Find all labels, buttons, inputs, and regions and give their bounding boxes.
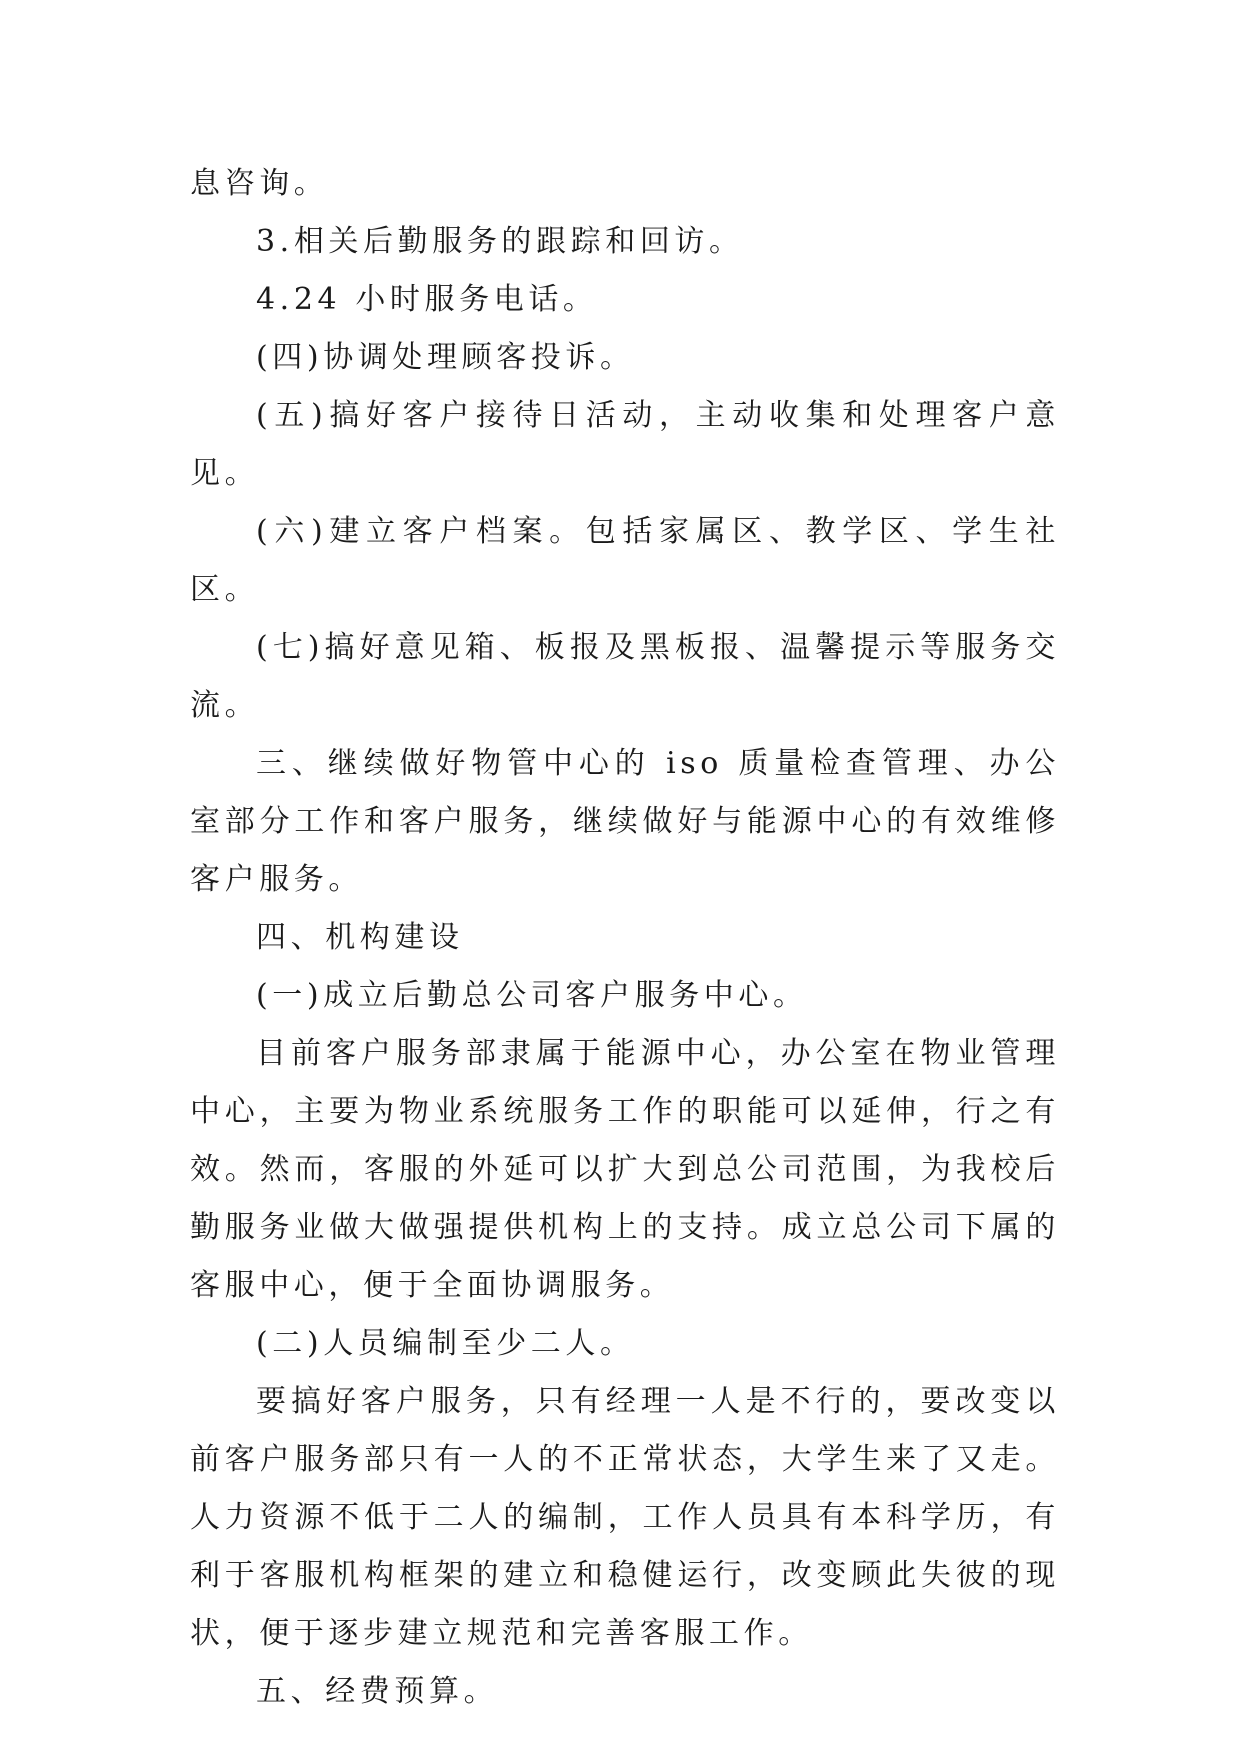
paragraph-heading-4: 四、机构建设 xyxy=(256,920,464,955)
paragraph-item-4: 4.24 小时服务电话。 xyxy=(256,282,598,317)
paragraph-heading-3: 三、继续做好物管中心的 iso 质量检查管理、办公室部分工作和客户服务，继续做好与能源中心的有效维修客户服务。 xyxy=(190,746,1060,897)
paragraph-section-5: (五)搞好客户接待日活动，主动收集和处理客户意见。 xyxy=(190,398,1060,491)
paragraph-heading-5: 五、经费预算。 xyxy=(256,1674,499,1709)
paragraph-subheading-2: (二)人员编制至少二人。 xyxy=(256,1326,635,1361)
paragraph-subheading-1: (一)成立后勤总公司客户服务中心。 xyxy=(256,978,808,1013)
paragraph-section-4: (四)协调处理顾客投诉。 xyxy=(256,340,635,375)
paragraph-section-6: (六)建立客户档案。包括家属区、教学区、学生社区。 xyxy=(190,514,1060,607)
paragraph-item-3: 3.相关后勤服务的跟踪和回访。 xyxy=(256,224,744,259)
paragraph-continuation: 息咨询。 xyxy=(190,166,329,201)
document-page xyxy=(190,155,1060,1721)
paragraph-section-7: (七)搞好意见箱、板报及黑板报、温馨提示等服务交流。 xyxy=(190,630,1060,723)
paragraph-body-1: 目前客户服务部隶属于能源中心，办公室在物业管理中心，主要为物业系统服务工作的职能可以延伸，行之有效。然而，客服的外延可以扩大到总公司范围，为我校后勤服务业做大做强提供机构上的支持。成立总公司下属的客服中心，便于全面协调服务。 xyxy=(190,1036,1060,1303)
paragraph-body-2: 要搞好客户服务，只有经理一人是不行的，要改变以前客户服务部只有一人的不正常状态，大学生来了又走。人力资源不低于二人的编制，工作人员具有本科学历，有利于客服机构框架的建立和稳健运行，改变顾此失彼的现状，便于逐步建立规范和完善客服工作。 xyxy=(190,1384,1060,1651)
